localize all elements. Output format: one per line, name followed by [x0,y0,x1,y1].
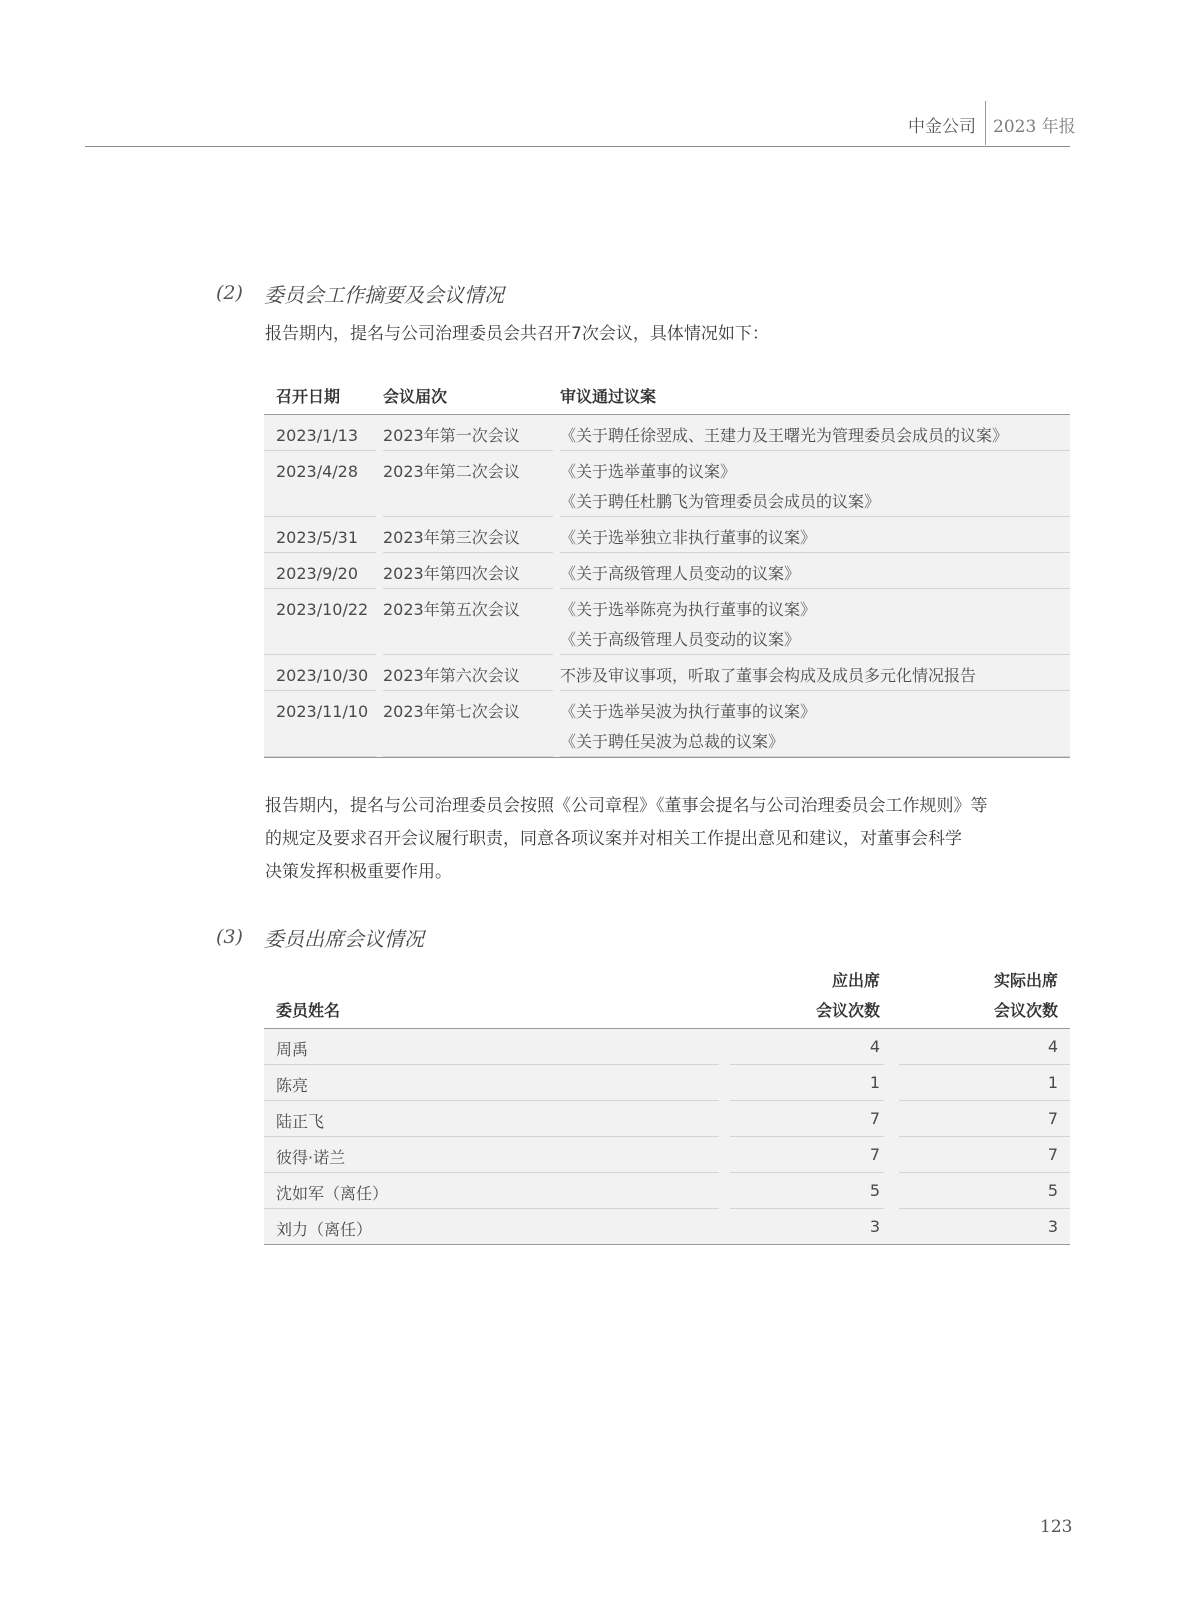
motion-line: 《关于聘任吴波为总裁的议案》 [560,732,785,751]
meeting-row [264,589,1070,655]
meeting-motions [560,655,1070,691]
meeting-session: 2023年第五次会议 [383,600,520,619]
meeting-date: 2023/10/30 [276,666,369,685]
attendance-table-header [264,958,1070,1029]
member-actual-count: 7 [1047,1145,1058,1164]
meeting-row [264,655,1070,691]
header-actual-line2: 会议次数 [993,1001,1058,1020]
meeting-row [264,691,1070,757]
member-name: 陈亮 [276,1076,309,1095]
member-row [264,1029,1070,1065]
member-row [264,1137,1070,1173]
header-required-line2: 会议次数 [815,1001,880,1020]
section-2-intro: 报告期内，提名与公司治理委员会共召开7次会议，具体情况如下： [265,324,769,344]
member-required-count: 7 [869,1109,880,1128]
member-row [264,1209,1070,1245]
meeting-motions [560,517,1070,553]
row-divider [383,756,553,757]
member-actual-count: 3 [1047,1217,1058,1236]
meeting-session: 2023年第七次会议 [383,702,520,721]
motion-line: 《关于选举陈亮为执行董事的议案》 [560,600,817,619]
meeting-row [264,553,1070,589]
header-actual-line1: 实际出席 [993,971,1058,990]
member-required-count: 7 [869,1145,880,1164]
meeting-motions [560,415,1070,451]
meetings-table-header [264,374,1070,415]
summary-line: 决策发挥积极重要作用。 [265,862,452,882]
meeting-row [264,517,1070,553]
meetings-table-body [264,415,1070,757]
row-divider [560,756,1070,757]
meeting-date: 2023/10/22 [276,600,369,619]
table-bottom-rule [264,1244,1070,1245]
member-name: 周禹 [276,1040,309,1059]
motion-line: 《关于选举吴波为执行董事的议案》 [560,702,817,721]
meeting-date: 2023/5/31 [276,528,359,547]
member-required-count: 1 [869,1073,880,1092]
motion-line: 《关于高级管理人员变动的议案》 [560,630,801,649]
summary-line: 的规定及要求召开会议履行职责，同意各项议案并对相关工作提出意见和建议，对董事会科学 [265,829,962,849]
meeting-motions [560,691,1070,757]
meeting-motions [560,589,1070,655]
meetings-table [264,374,1070,758]
attendance-table [264,958,1070,1245]
member-required-count: 3 [869,1217,880,1236]
meeting-session: 2023年第六次会议 [383,666,520,685]
header-divider [985,101,986,145]
header-rule [85,146,1070,147]
meeting-date: 2023/4/28 [276,462,359,481]
meeting-session: 2023年第四次会议 [383,564,520,583]
member-name: 刘力（离任） [276,1220,373,1239]
member-actual-count: 5 [1047,1181,1058,1200]
meeting-session: 2023年第二次会议 [383,462,520,481]
header-session: 会议届次 [383,387,448,406]
member-required-count: 5 [869,1181,880,1200]
header-report-title: 2023 年报 [993,117,1076,137]
meeting-session: 2023年第一次会议 [383,426,520,445]
header-required-line1: 应出席 [831,971,880,990]
meeting-session: 2023年第三次会议 [383,528,520,547]
meeting-row [264,451,1070,517]
section-2-number: (2) [216,282,243,304]
meeting-date: 2023/11/10 [276,702,369,721]
motion-line: 《关于聘任徐翌成、王建力及王曙光为管理委员会成员的议案》 [560,426,1009,445]
header-motions: 审议通过议案 [560,387,657,406]
header-company-name: 中金公司 [908,117,976,137]
meetings-table-bottom-rule [264,757,1070,758]
member-row [264,1101,1070,1137]
summary-line: 报告期内，提名与公司治理委员会按照《公司章程》《董事会提名与公司治理委员会工作规则》等 [265,796,988,816]
section-2-summary [265,790,1070,889]
meeting-date: 2023/9/20 [276,564,359,583]
section-2-title: 委员会工作摘要及会议情况 [264,283,504,307]
member-row [264,1173,1070,1209]
motion-line: 《关于聘任杜鹏飞为管理委员会成员的议案》 [560,492,881,511]
header-member-name: 委员姓名 [276,1001,341,1020]
section-3-title: 委员出席会议情况 [264,927,424,951]
motion-line: 不涉及审议事项，听取了董事会构成及成员多元化情况报告 [560,666,977,685]
row-divider [264,756,376,757]
attendance-table-body [264,1029,1070,1245]
member-required-count: 4 [869,1037,880,1056]
motion-line: 《关于选举董事的议案》 [560,462,737,481]
header-date: 召开日期 [276,387,341,406]
meeting-row [264,415,1070,451]
member-name: 陆正飞 [276,1112,325,1131]
motion-line: 《关于选举独立非执行董事的议案》 [560,528,817,547]
meeting-date: 2023/1/13 [276,426,359,445]
section-3-number: (3) [216,926,243,948]
member-actual-count: 4 [1047,1037,1058,1056]
member-row [264,1065,1070,1101]
meeting-motions [560,553,1070,589]
meeting-motions [560,451,1070,517]
member-name: 彼得·诺兰 [276,1148,346,1167]
page-number: 123 [1040,1517,1073,1537]
member-actual-count: 1 [1047,1073,1058,1092]
member-actual-count: 7 [1047,1109,1058,1128]
motion-line: 《关于高级管理人员变动的议案》 [560,564,801,583]
member-name: 沈如军（离任） [276,1184,389,1203]
